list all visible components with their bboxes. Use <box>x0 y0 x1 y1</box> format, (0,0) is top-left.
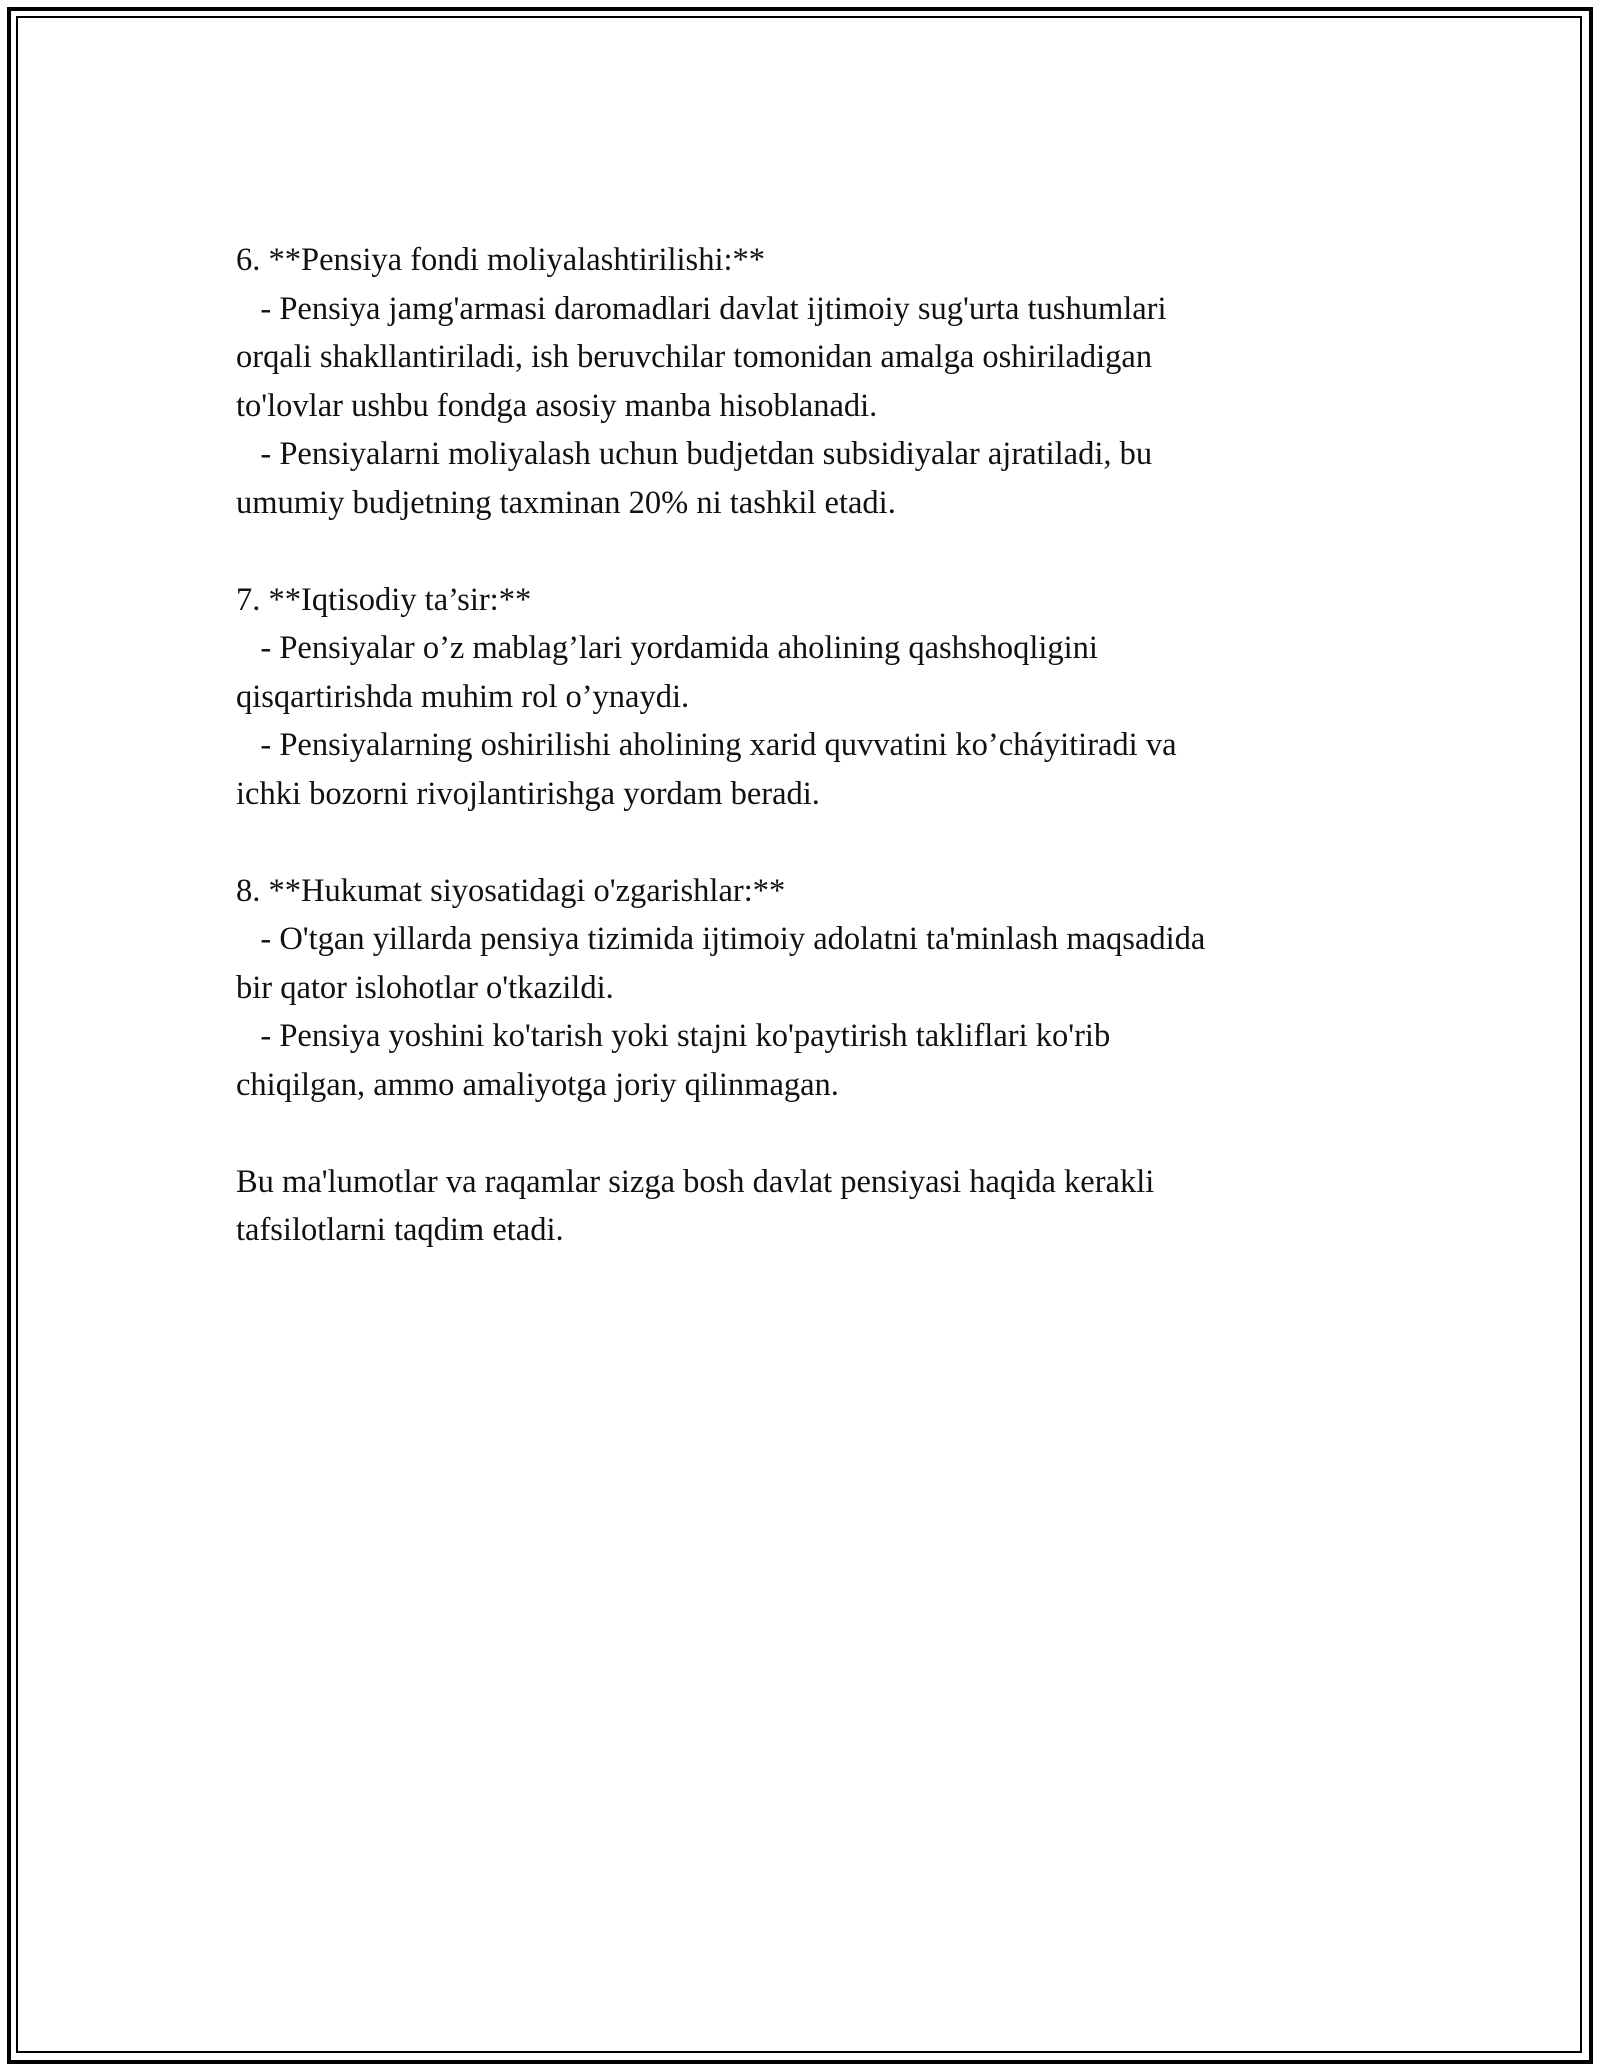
bullet-item <box>236 1012 1376 1109</box>
text-line: orqali shakllantiriladi, ish beruvchilar tomonidan amalga oshiriladigan <box>236 339 1153 375</box>
section-economic-impact <box>236 576 1376 819</box>
text-line: Bu ma'lumotlar va raqamlar sizga bosh davlat pensiyasi haqida kerakli <box>236 1163 1155 1200</box>
text-line: to'lovlar ushbu fondga asosiy manba hisoblanadi. <box>236 387 878 424</box>
text-line: chiqilgan, ammo amaliyotga joriy qilinmagan. <box>236 1066 839 1103</box>
section-heading: 7. **Iqtisodiy ta’sir:** <box>236 581 532 618</box>
text-line: bir qator islohotlar o'tkazildi. <box>236 969 614 1006</box>
section-heading: 6. **Pensiya fondi moliyalashtirilishi:** <box>236 242 765 278</box>
bullet-item <box>236 430 1376 527</box>
bullet-item <box>236 915 1376 1012</box>
text-line: - Pensiyalarning oshirilishi aholining xarid quvvatini ko’cháyitiradi va <box>236 727 1177 763</box>
text-line: - O'tgan yillarda pensiya tizimida ijtimoiy adolatni ta'minlash maqsadida <box>236 921 1206 957</box>
bullet-item <box>236 624 1376 721</box>
text-line: tafsilotlarni taqdim etadi. <box>236 1212 564 1248</box>
text-line: ichki bozorni rivojlantirishga yordam beradi. <box>236 775 820 812</box>
bullet-item <box>236 285 1376 431</box>
document-body <box>236 236 1376 1255</box>
text-line: umumiy budjetning taxminan 20% ni tashkil etadi. <box>236 484 896 521</box>
section-government-policy-changes <box>236 867 1376 1110</box>
text-line: - Pensiyalar o’z mablag’lari yordamida aholining qashshoqligini <box>236 630 1098 666</box>
bullet-item <box>236 721 1376 818</box>
text-line: - Pensiya jamg'armasi daromadlari davlat ijtimoiy sug'urta tushumlari <box>236 290 1167 327</box>
section-pension-fund-financing <box>236 236 1376 527</box>
text-line: qisqartirishda muhim rol o’ynaydi. <box>236 678 690 715</box>
closing-paragraph <box>236 1158 1376 1255</box>
text-line: - Pensiyalarni moliyalash uchun budjetdan subsidiyalar ajratiladi, bu <box>236 436 1153 472</box>
section-heading: 8. **Hukumat siyosatidagi o'zgarishlar:** <box>236 872 786 909</box>
text-line: - Pensiya yoshini ko'tarish yoki stajni ko'paytirish takliflari ko'rib <box>236 1018 1111 1054</box>
